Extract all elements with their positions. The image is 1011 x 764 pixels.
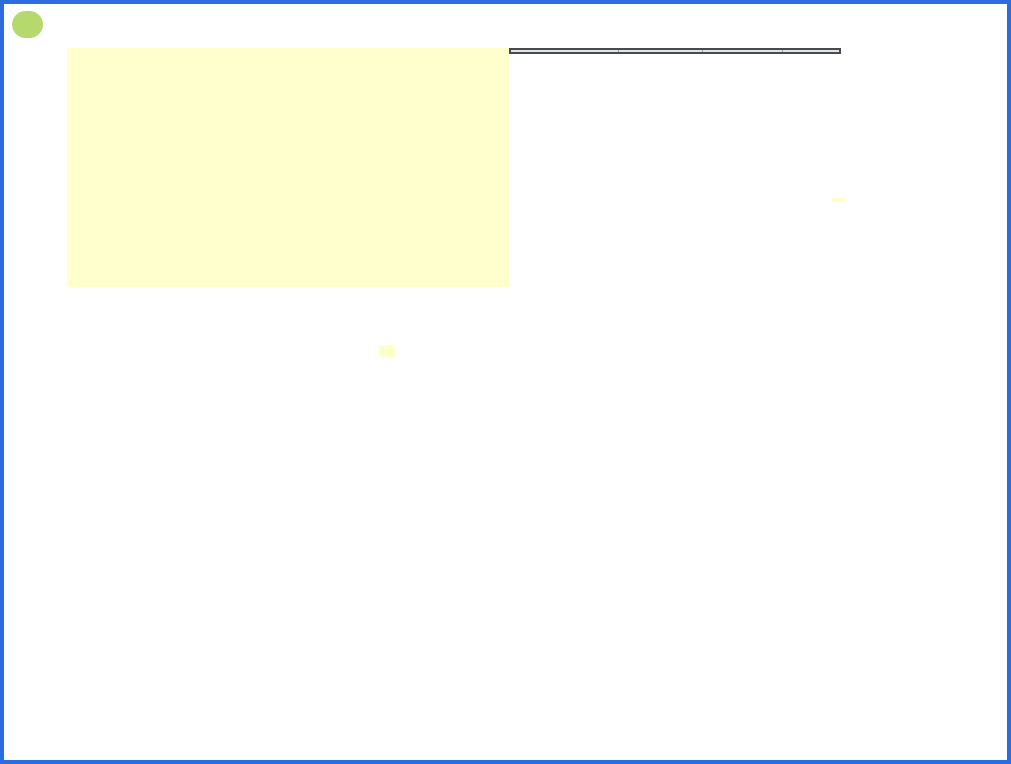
col-header-end [562,52,618,53]
frr-explanation-box [67,48,509,287]
sp500-series-label [832,198,846,202]
col-header-lead-years [782,49,840,53]
col-header-ema-date [618,49,702,53]
col-header-lead-weeks [702,49,782,53]
site-logo [12,11,43,38]
frr-series-label [379,345,395,357]
col-header-start [510,52,562,53]
recessions-table [509,48,841,54]
